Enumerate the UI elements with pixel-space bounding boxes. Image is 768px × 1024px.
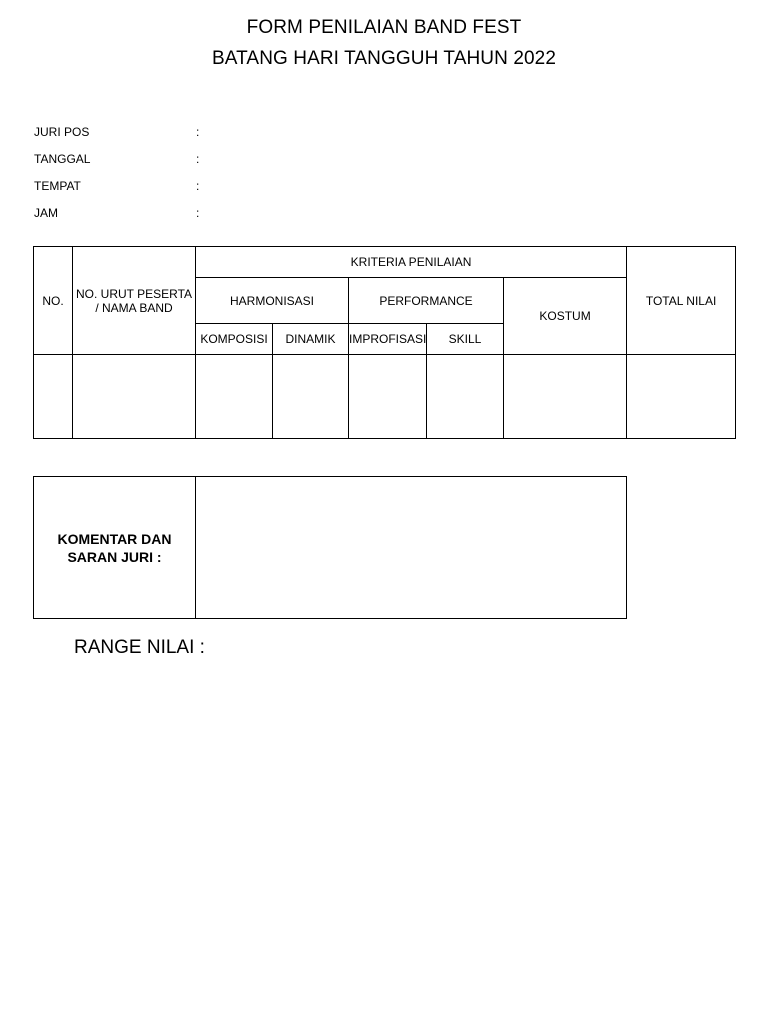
cell-kostum[interactable] [504,355,627,439]
comment-box [33,476,627,619]
header-performance: PERFORMANCE [349,278,504,324]
info-colon: : [196,179,200,193]
comment-label-text: KOMENTAR DAN SARAN JURI : [57,530,172,565]
header-participant: NO. URUT PESERTA / NAMA BAND [73,247,196,355]
form-title: FORM PENILAIAN BAND FEST [246,17,522,38]
header-kostum: KOSTUM [504,278,627,355]
info-label: JURI POS [34,125,90,139]
range-nilai-label: RANGE NILAI : [74,637,205,658]
header-improfisasi: IMPROFISASI [349,324,427,355]
info-label: TEMPAT [34,179,81,193]
cell-improfisasi[interactable] [349,355,427,439]
comment-area[interactable] [196,477,626,618]
cell-komposisi[interactable] [196,355,273,439]
header-skill: SKILL [427,324,504,355]
header-dinamik: DINAMIK [273,324,349,355]
info-colon: : [196,125,200,139]
cell-no[interactable] [34,355,73,439]
header-no: NO. [34,247,73,355]
info-label: JAM [34,206,58,220]
header-criteria: KRITERIA PENILAIAN [196,247,627,278]
header-harmonisasi: HARMONISASI [196,278,349,324]
info-colon: : [196,152,200,166]
table-row [34,355,736,439]
info-label: TANGGAL [34,152,91,166]
cell-dinamik[interactable] [273,355,349,439]
cell-skill[interactable] [427,355,504,439]
score-table [33,246,736,439]
form-subtitle: BATANG HARI TANGGUH TAHUN 2022 [211,48,557,69]
header-total: TOTAL NILAI [627,247,736,355]
cell-participant[interactable] [73,355,196,439]
info-colon: : [196,206,200,220]
cell-total[interactable] [627,355,736,439]
header-komposisi: KOMPOSISI [196,324,273,355]
comment-label [34,477,196,618]
